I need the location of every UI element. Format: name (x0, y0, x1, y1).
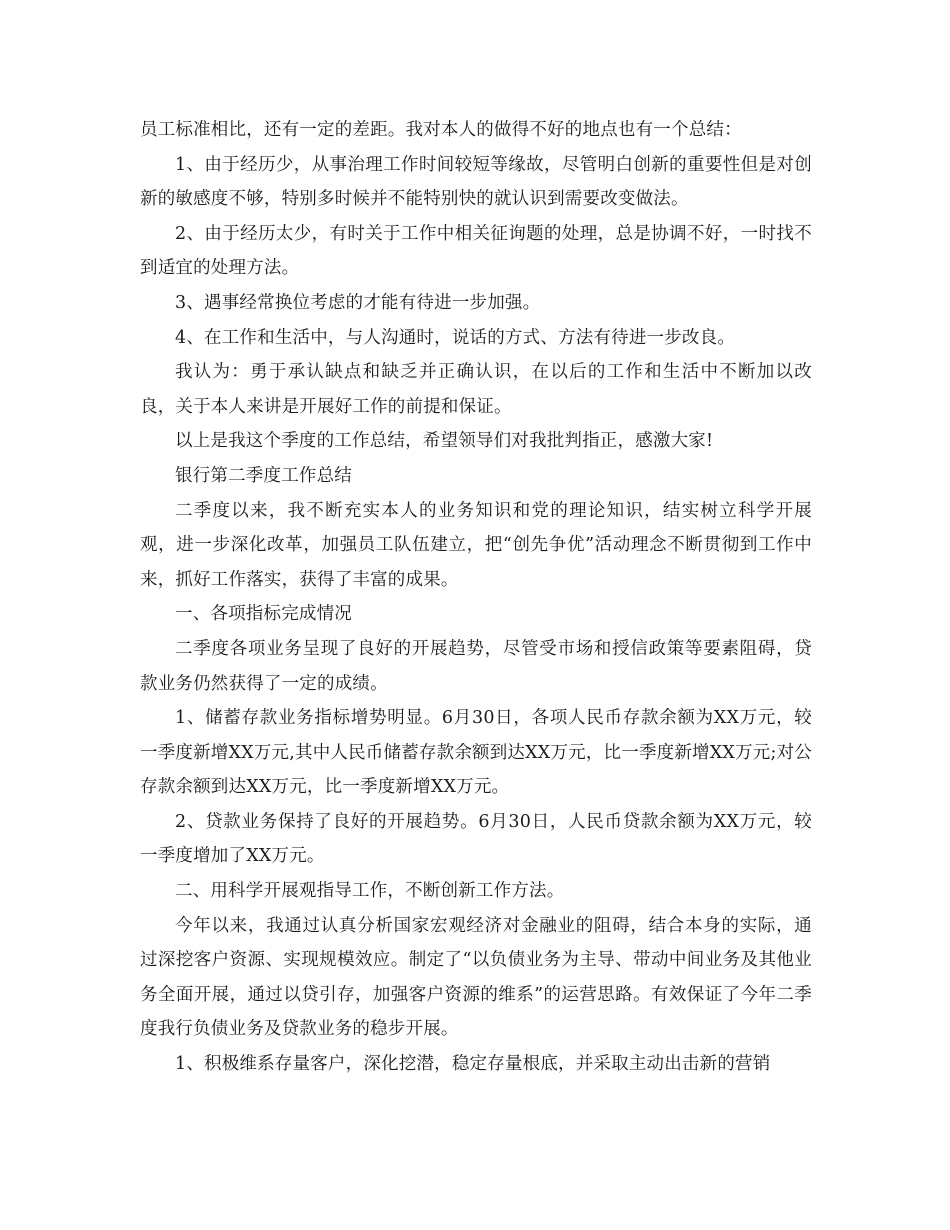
paragraph-6: 我认为：勇于承认缺点和缺乏并正确认识，在以后的工作和生活中不断加以改良，关于本人来讲是开展好工作的前提和保证。 (140, 362, 812, 417)
document-body (140, 113, 812, 1082)
section-heading-2: 二、用科学开展观指导工作，不断创新工作方法。 (175, 881, 565, 902)
paragraph-7: 以上是我这个季度的工作总结，希望领导们对我批判指正，感激大家! (175, 431, 714, 452)
paragraph-1: 员工标准相比，还有一定的差距。我对本人的做得不好的地点也有一个总结： (140, 120, 742, 140)
section-heading-1: 一、各项指标完成情况 (175, 604, 352, 625)
paragraph-3: 2、由于经历太少，有时关于工作中相关征询题的处理，总是协调不好，一时找不到适宜的处理方法。 (140, 223, 812, 279)
paragraph-5: 4、在工作和生活中，与人沟通时，说话的方式、方法有待进一步改良。 (175, 327, 736, 348)
paragraph-16: 1、积极维系存量客户，深化挖潜，稳定存量根底，并采取主动出击新的营销 (175, 1054, 771, 1075)
paragraph-4: 3、遇事经常换位考虑的才能有待进一步加强。 (175, 292, 541, 313)
paragraph-12: 1、储蓄存款业务指标增势明显。6月30日，各项人民币存款余额为XX万元，较一季度新增XX万元,其中人民币储蓄存款余额到达XX万元，比一季度新增XX万元;对公存款余额到达XX万元，比一季度新增XX万元。 (140, 708, 812, 798)
paragraph-11: 二季度各项业务呈现了良好的开展趋势，尽管受市场和授信政策等要素阻碍，贷款业务仍然获得了一定的成绩。 (140, 638, 812, 694)
paragraph-2: 1、由于经历少，从事治理工作时间较短等缘故，尽管明白创新的重要性但是对创新的敏感度不够，特别多时候并不能特别快的就认识到需要改变做法。 (140, 154, 812, 210)
paragraph-15: 今年以来，我通过认真分析国家宏观经济对金融业的阻碍，结合本身的实际，通过深挖客户资源、实现规模效应。制定了“以负债业务为主导、带动中间业务及其他业务全面开展，通过以贷引存，加强客户资源的维系”的运营思路。有效保证了今年二季度我行负债业务及贷款业务的稳步开展。 (140, 915, 812, 1040)
section-title: 银行第二季度工作总结 (175, 465, 352, 486)
paragraph-13: 2、贷款业务保持了良好的开展趋势。6月30日，人民币贷款余额为XX万元，较一季度增加了XX万元。 (140, 811, 812, 867)
paragraph-9: 二季度以来，我不断充实本人的业务知识和党的理论知识，结实树立科学开展观，进一步深化改革，加强员工队伍建立，把“创先争优”活动理念不断贯彻到工作中来，抓好工作落实，获得了丰富的成果。 (140, 500, 812, 590)
